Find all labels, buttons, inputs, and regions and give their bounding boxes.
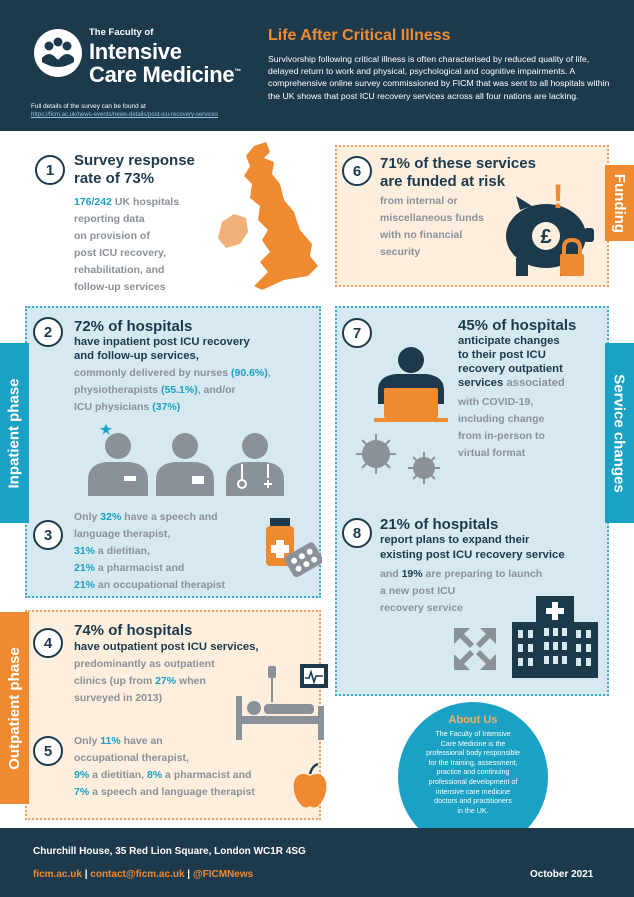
s7-sub-1: anticipate changes [458,335,560,347]
tab-service-changes: Service changes [605,343,634,523]
section-8-number: 8 [342,518,372,548]
virtual-doctor-icon [370,344,452,424]
survey-link[interactable]: https://ficm.ac.uk/news-events/news-details/post-icu-recovery-services [31,112,219,118]
s7-sub-2: to their post ICU [458,349,546,361]
hospital-bed-icon [234,662,330,742]
publication-date: October 2021 [530,869,594,880]
section-6-number: 6 [342,156,372,186]
s1-head-2: rate of 73% [74,170,155,187]
s6-head-2: are funded at risk [380,173,506,190]
s2-line-2: physiotherapists (55.1%), and/or [74,384,236,396]
page-title: Life After Critical Illness [268,27,451,44]
s1-line-5: rehabilitation, and [74,264,165,276]
s1-head-1: Survey response [74,152,195,169]
s1-line-3: on provision of [74,230,150,242]
s4-line-3: surveyed in 2013) [74,692,163,704]
ficm-logo-icon [33,28,83,78]
tab-funding: Funding [605,165,634,241]
s5-line-3: 9% a dietitian, 8% a pharmacist and [74,769,252,781]
uk-map-icon [214,140,320,300]
s2-head: 72% of hospitals [74,318,193,335]
survey-note: Full details of the survey can be found at [31,103,146,110]
apple-icon [290,762,330,810]
email-link[interactable]: contact@ficm.ac.uk [90,869,185,880]
s2-line-1: commonly delivered by nurses (90.6%), [74,367,271,379]
hospital-icon [508,592,602,678]
s3-line-2: language therapist, [74,528,171,540]
s5-line-4: 7% a speech and language therapist [74,786,255,798]
s1-line-6: follow-up services [74,281,166,293]
s1-line-1: 176/242 UK hospitals [74,196,180,208]
svg-text:!: ! [552,178,564,216]
s2-line-3: ICU physicians (37%) [74,401,181,413]
svg-text:£: £ [540,226,552,248]
s3-line-1: Only 32% have a speech and [74,511,218,523]
s7-head: 45% of hospitals [458,317,577,334]
footer [0,828,634,897]
nurse-icon [82,420,152,498]
s5-line-2: occupational therapist, [74,752,189,764]
s7-sub-4: services associated [458,377,565,389]
org-name-small: The Faculty of [89,27,154,38]
s8-sub-2: existing post ICU recovery service [380,549,565,561]
intro-text: Survivorship following critical illness is often characterised by reduced quality of life, delayed return to work and physical, psychological and cognitive impairments. A comprehensive online survey commissioned by FICM that was sent to all hospitals within the UK shows that post ICU recovery services across all four nations are lacking. [268,54,610,101]
section-1-number: 1 [35,155,65,185]
header [0,0,634,131]
piggy-bank-icon [500,178,604,286]
footer-address: Churchill House, 35 Red Lion Square, London WC1R 4SG [33,846,306,857]
s3-line-4: 21% a pharmacist and [74,562,185,574]
s8-head: 21% of hospitals [380,516,499,533]
twitter-link[interactable]: @FICMNews [192,869,254,880]
icu-physician-icon [222,428,288,498]
s6-head-1: 71% of these services [380,155,536,172]
tab-outpatient: Outpatient phase [0,612,29,804]
section-5-number: 5 [33,736,63,766]
s7-sub-3: recovery outpatient [458,363,563,375]
about-us-text: The Faculty of Intensive Care Medicine is the professional body responsible for the training, assessment, practice and continuing professional development of intensive care medicine doctors and practitioners in the UK. [426,730,520,815]
s8-line-1: and 19% are preparing to launch [380,568,543,580]
tab-inpatient: Inpatient phase [0,343,29,523]
about-us-title: About Us [448,714,498,726]
medicine-icon [258,514,322,584]
s7-line-3: from in-person to [458,430,545,442]
virus-icon [346,428,446,488]
s6-line-3: with no financial [380,229,463,241]
s8-line-2: a new post ICU [380,585,456,597]
org-name-line2: Care Medicine™ [89,62,241,87]
s2-sub-1: have inpatient post ICU recovery [74,336,250,348]
s5-line-1: Only 11% have an [74,735,163,747]
s6-line-4: security [380,246,421,258]
section-3-number: 3 [33,520,63,550]
s3-line-3: 31% a dietitian, [74,545,150,557]
s8-line-3: recovery service [380,602,463,614]
footer-links: ficm.ac.uk | contact@ficm.ac.uk | @FICMNews [33,869,254,880]
s4-line-2: clinics (up from 27% when [74,675,206,687]
physiotherapist-icon [152,428,218,498]
s4-line-1: predominantly as outpatient [74,658,215,670]
section-7-number: 7 [342,318,372,348]
s4-head: 74% of hospitals [74,622,193,639]
section-2-number: 2 [33,317,63,347]
s7-line-4: virtual format [458,447,526,459]
s1-line-4: post ICU recovery, [74,247,167,259]
website-link[interactable]: ficm.ac.uk [33,869,82,880]
section-4-number: 4 [33,628,63,658]
expand-arrows-icon [452,626,498,672]
s7-line-2: including change [458,413,545,425]
s6-line-1: from internal or [380,195,458,207]
s8-sub-1: report plans to expand their [380,534,530,546]
s4-sub: have outpatient post ICU services, [74,641,259,653]
s3-line-5: 21% an occupational therapist [74,579,226,591]
org-name-line1: Intensive [89,39,182,64]
s6-line-2: miscellaneous funds [380,212,484,224]
s7-line-1: with COVID-19, [458,396,534,408]
s2-sub-2: and follow-up services, [74,350,199,362]
s1-line-2: reporting data [74,213,145,225]
